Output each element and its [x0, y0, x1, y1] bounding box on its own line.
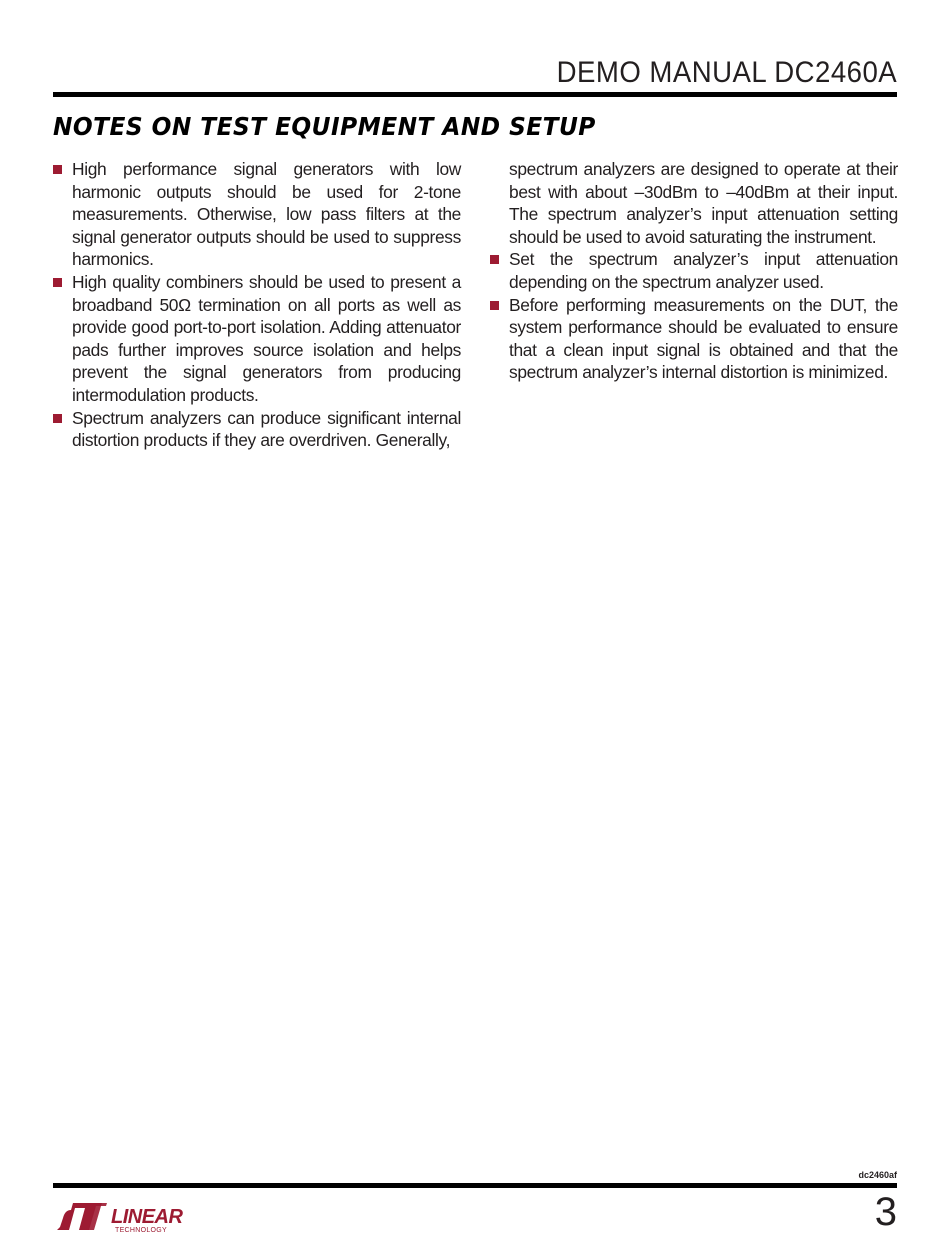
bullet-icon	[490, 301, 499, 310]
list-item	[53, 271, 461, 407]
bullet-icon	[490, 255, 499, 264]
list-item-continuation	[490, 158, 898, 248]
header-rule	[53, 92, 897, 97]
list-item	[53, 158, 461, 271]
document-title: DEMO MANUAL DC2460A	[556, 56, 897, 89]
logo-wordmark: LINEAR	[111, 1206, 183, 1228]
section-heading: NOTES ON TEST EQUIPMENT AND SETUP	[53, 112, 596, 141]
left-column	[53, 158, 461, 452]
list-item-text: spectrum analyzers are designed to operate at their best with about –30dBm to –40dBm at their input. The spectrum analyzer’s input attenuation setting should be used to avoid saturating the instrument.	[509, 159, 898, 247]
list-item-text: High performance signal generators with low harmonic outputs should be used for 2-tone measurements. Otherwise, low pass filters at the signal generator outputs should be used to suppress harmonics.	[72, 159, 461, 270]
linear-technology-logo	[55, 1200, 195, 1234]
list-item-text: High quality combiners should be used to present a broadband 50Ω termination on all ports as well as provide good port-to-port isolation. Adding attenuator pads further improves source isolation and helps prevent the signal generators from producing intermodulation products.	[72, 271, 461, 405]
list-item-text: Set the spectrum analyzer’s input attenuation depending on the spectrum analyzer used.	[509, 249, 898, 292]
page-number: 3	[874, 1190, 897, 1234]
bullet-icon	[53, 414, 62, 423]
bullet-icon	[53, 165, 62, 174]
logo-subtext: TECHNOLOGY	[115, 1227, 168, 1234]
list-item	[490, 248, 898, 293]
list-item-text: Before performing measurements on the DUT, the system performance should be evaluated to ensure that a clean input signal is obtained and that the spectrum analyzer’s internal distortion is minimized.	[509, 294, 898, 383]
list-item-text: Spectrum analyzers can produce significant internal distortion products if they are overdriven. Generally,	[72, 407, 461, 451]
list-item	[490, 294, 898, 384]
document-code: dc2460af	[858, 1170, 897, 1180]
bullet-icon	[53, 278, 62, 287]
list-item	[53, 407, 461, 452]
footer-rule	[53, 1183, 897, 1188]
right-column	[490, 158, 898, 384]
